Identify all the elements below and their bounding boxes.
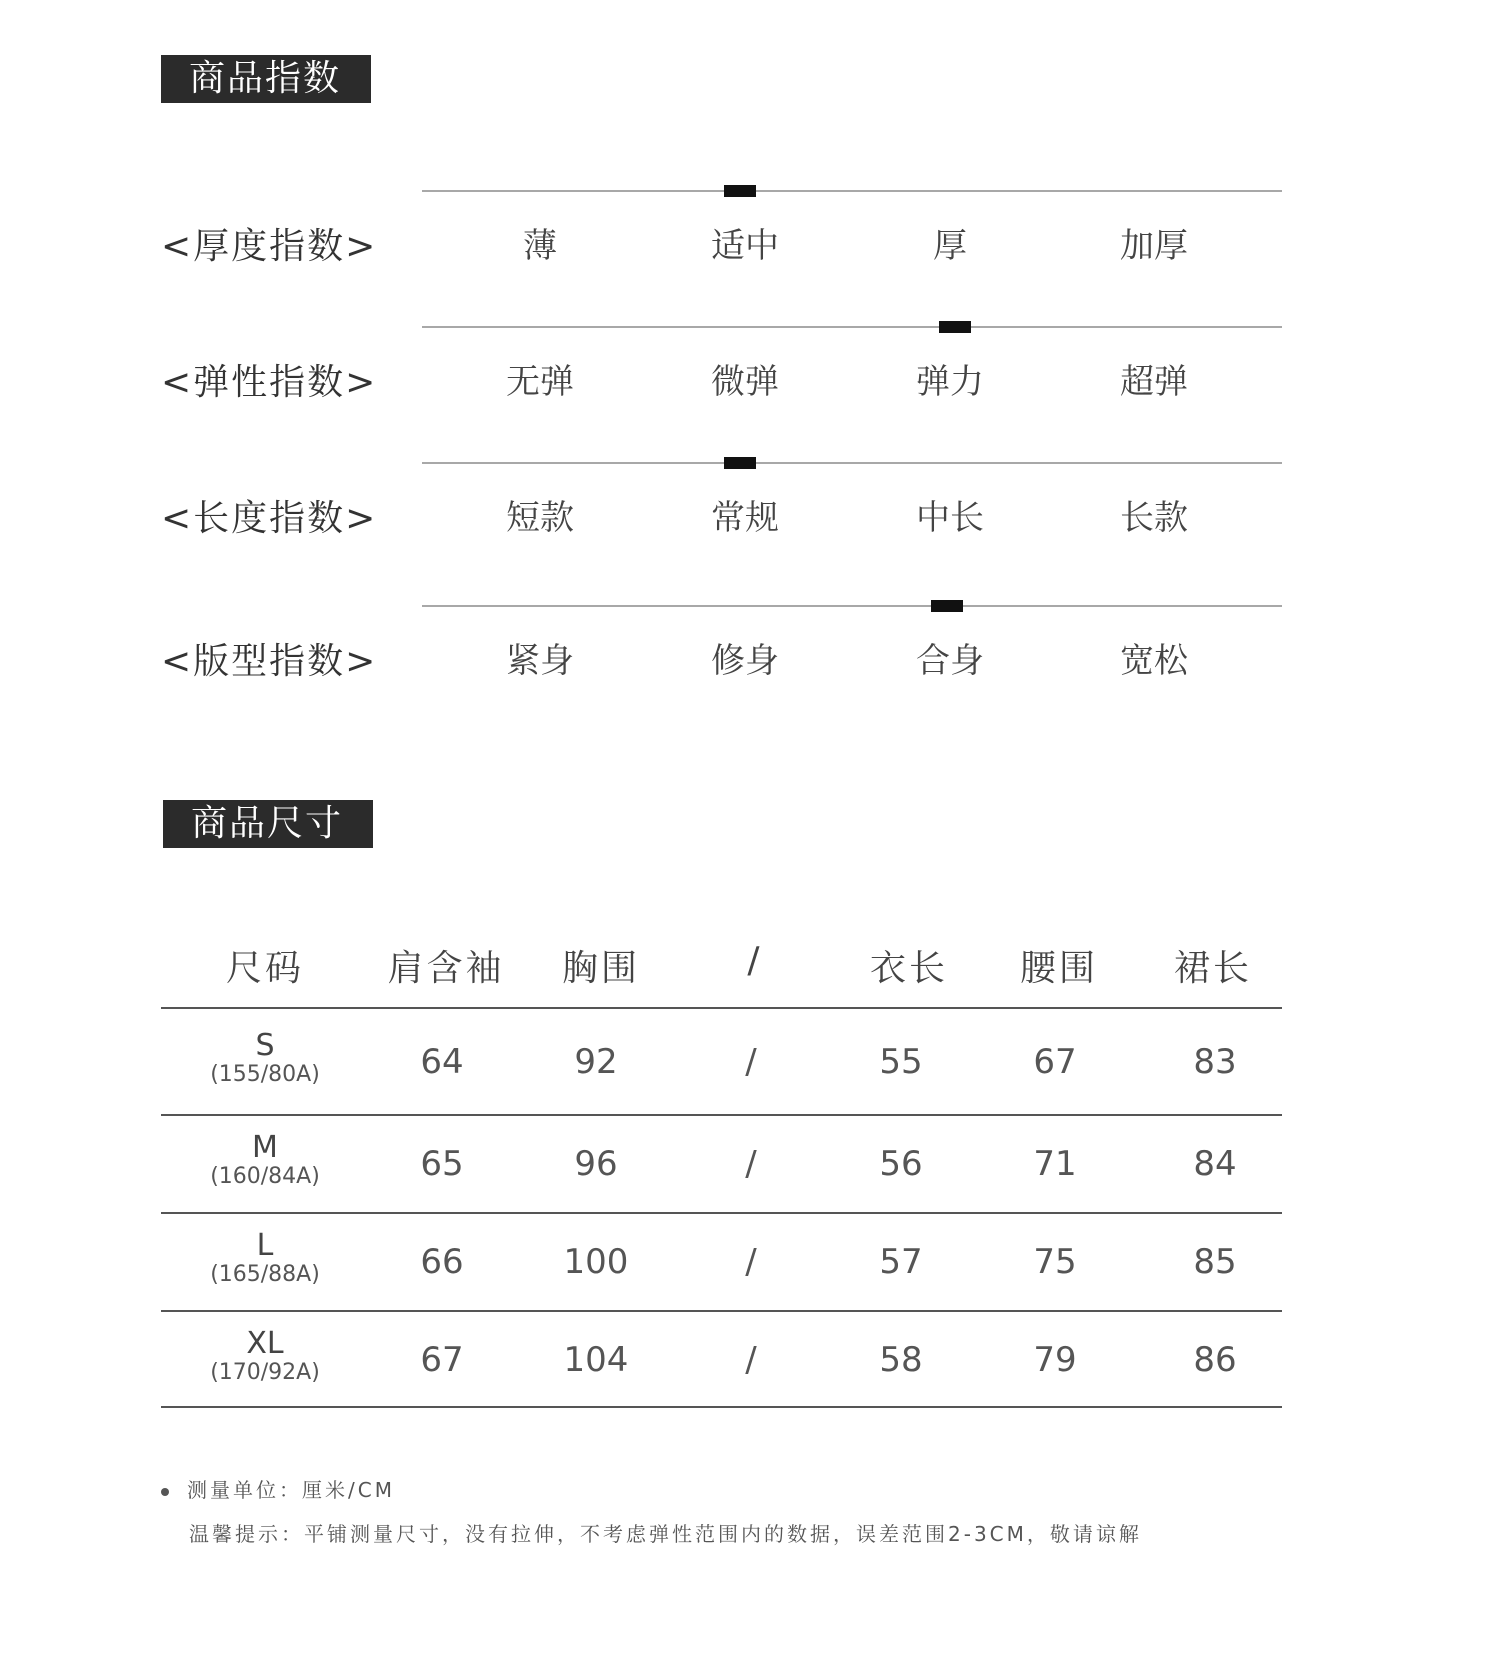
index-scale-line (422, 462, 1282, 464)
note-unit (161, 1474, 395, 1503)
size-table-header (161, 940, 1282, 1000)
header-chest: 胸围 (561, 948, 641, 989)
size-cell (210, 1030, 320, 1088)
index-scale-line (422, 190, 1282, 192)
size-spec: (160/84A) (210, 1164, 320, 1189)
note-tip: 温馨提示：平铺测量尺寸，没有拉伸，不考虑弹性范围内的数据，误差范围2-3CM，敬请谅解 (189, 1522, 1142, 1546)
table-cell: 67 (420, 1340, 464, 1380)
table-cell: 104 (563, 1340, 629, 1380)
table-cell: 67 (1033, 1042, 1077, 1082)
table-cell: 96 (574, 1144, 618, 1184)
index-level-marker (724, 457, 756, 469)
size-cell (210, 1230, 320, 1288)
bullet-dot (161, 1488, 169, 1496)
table-row (161, 1230, 1282, 1310)
index-option: 超弹 (1120, 362, 1188, 402)
header-waist: 腰围 (1019, 948, 1099, 989)
index-option: 无弹 (506, 362, 574, 402)
note-unit-text: 测量单位：厘米/CM (187, 1478, 395, 1502)
size-code: S (255, 1028, 275, 1063)
size-cell (210, 1132, 320, 1190)
size-code: M (252, 1130, 278, 1165)
index-option: 短款 (506, 498, 574, 538)
index-option: 常规 (711, 498, 779, 538)
size-cell (210, 1328, 320, 1386)
index-label: <长度指数> (161, 498, 378, 539)
table-cell: 83 (1193, 1042, 1237, 1082)
header-shoulder: 肩含袖 (387, 948, 505, 989)
table-cell: 64 (420, 1042, 464, 1082)
index-level-marker (939, 321, 971, 333)
size-code: L (256, 1228, 274, 1263)
size-spec: (170/92A) (210, 1360, 320, 1385)
table-cell: / (745, 1042, 757, 1082)
table-row (161, 1132, 1282, 1212)
size-spec: (155/80A) (210, 1062, 320, 1087)
table-cell: 56 (879, 1144, 923, 1184)
table-cell: 57 (879, 1242, 923, 1282)
header-size: 尺码 (225, 948, 305, 989)
index-option: 中长 (916, 498, 984, 538)
table-rule (161, 1007, 1282, 1009)
table-cell: 100 (563, 1242, 629, 1282)
index-option: 宽松 (1120, 641, 1188, 681)
table-cell: 71 (1033, 1144, 1077, 1184)
table-cell: 66 (420, 1242, 464, 1282)
header-length: 衣长 (869, 948, 949, 989)
index-label: <版型指数> (161, 641, 378, 682)
index-level-marker (931, 600, 963, 612)
index-option: 薄 (523, 226, 557, 266)
table-rule (161, 1114, 1282, 1116)
table-cell: 84 (1193, 1144, 1237, 1184)
table-cell: 79 (1033, 1340, 1077, 1380)
index-option: 合身 (916, 641, 984, 681)
index-option: 紧身 (506, 641, 574, 681)
table-rule (161, 1212, 1282, 1214)
table-cell: 58 (879, 1340, 923, 1380)
section-title-index: 商品指数 (161, 55, 371, 103)
table-cell: / (745, 1144, 757, 1184)
header-skirt-length: 裙长 (1173, 948, 1253, 989)
index-level-marker (724, 185, 756, 197)
index-option: 加厚 (1120, 226, 1188, 266)
table-row (161, 1030, 1282, 1110)
table-cell: 55 (879, 1042, 923, 1082)
section-title-size: 商品尺寸 (163, 800, 373, 848)
table-cell: 75 (1033, 1242, 1077, 1282)
table-row (161, 1328, 1282, 1408)
index-option: 厚 (933, 226, 967, 266)
table-cell: / (745, 1340, 757, 1380)
index-option: 微弹 (711, 362, 779, 402)
index-option: 长款 (1120, 498, 1188, 538)
size-spec: (165/88A) (210, 1262, 320, 1287)
index-scale-line (422, 605, 1282, 607)
index-label: <厚度指数> (161, 226, 378, 267)
table-cell: 85 (1193, 1242, 1237, 1282)
table-rule (161, 1406, 1282, 1408)
table-cell: / (745, 1242, 757, 1282)
table-rule (161, 1310, 1282, 1312)
header-slash: / (747, 940, 763, 981)
table-cell: 86 (1193, 1340, 1237, 1380)
index-label: <弹性指数> (161, 362, 378, 403)
table-cell: 92 (574, 1042, 618, 1082)
index-option: 弹力 (916, 362, 984, 402)
index-scale-line (422, 326, 1282, 328)
table-cell: 65 (420, 1144, 464, 1184)
index-option: 适中 (711, 226, 779, 266)
size-code: XL (246, 1326, 284, 1361)
index-option: 修身 (711, 641, 779, 681)
